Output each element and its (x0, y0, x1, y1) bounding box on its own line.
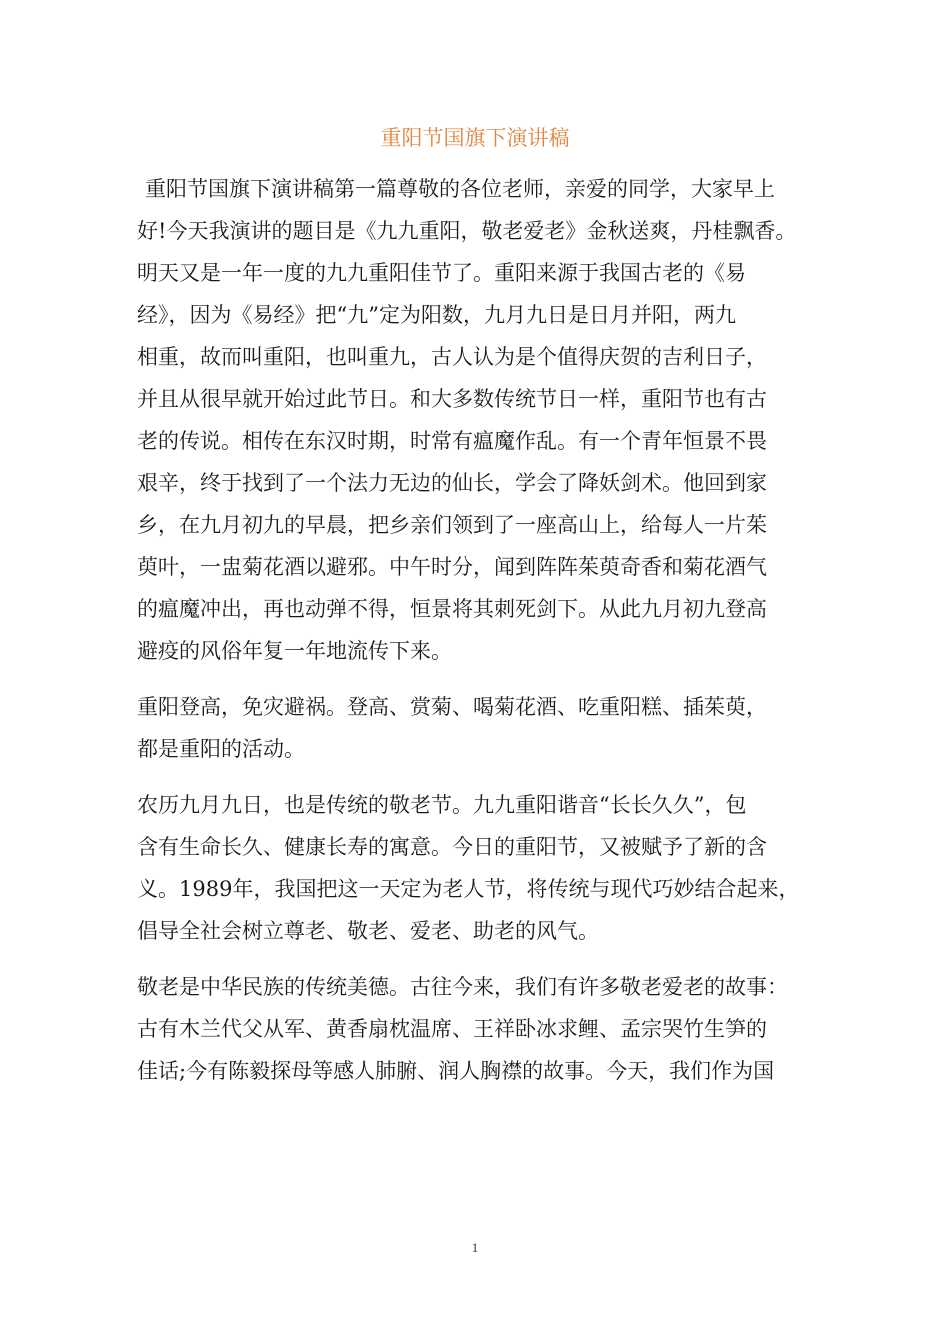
paragraph-line: 萸叶，一盅菊花酒以避邪。中午时分，闻到阵阵茱萸奇香和菊花酒气 (137, 555, 767, 579)
document-body (137, 168, 837, 1092)
paragraph-line: 义。1989年，我国把这一天定为老人节，将传统与现代巧妙结合起来， (137, 877, 800, 901)
paragraph-line: 重阳节国旗下演讲稿第一篇尊敬的各位老师，亲爱的同学，大家早上 (145, 177, 775, 201)
page-number: 1 (471, 1240, 479, 1255)
paragraph-line: 倡导全社会树立尊老、敬老、爱老、助老的风气。 (137, 919, 599, 943)
paragraph-line: 避疫的风俗年复一年地流传下来。 (137, 639, 452, 663)
paragraph-line: 明天又是一年一度的九九重阳佳节了。重阳来源于我国古老的《易 (137, 261, 746, 285)
paragraph-line: 相重，故而叫重阳，也叫重九，古人认为是个值得庆贺的吉利日子， (137, 345, 767, 369)
paragraph-line: 老的传说。相传在东汉时期，时常有瘟魔作乱。有一个青年恒景不畏 (137, 429, 767, 453)
paragraph-line: 重阳登高，免灾避祸。登高、赏菊、喝菊花酒、吃重阳糕、插茱萸， (137, 695, 767, 719)
paragraph-line: 的瘟魔冲出，再也动弹不得，恒景将其刺死剑下。从此九月初九登高 (137, 597, 767, 621)
paragraph-line: 都是重阳的活动。 (137, 737, 305, 761)
paragraph-line: 并且从很早就开始过此节日。和大多数传统节日一样，重阳节也有古 (137, 387, 767, 411)
paragraph-line: 农历九月九日，也是传统的敬老节。九九重阳谐音“长长久久”，包 (137, 793, 747, 817)
paragraph-line: 含有生命长久、健康长寿的寓意。今日的重阳节，又被赋予了新的含 (137, 835, 767, 859)
paragraph-line: 古有木兰代父从军、黄香扇枕温席、王祥卧冰求鲤、孟宗哭竹生笋的 (137, 1017, 767, 1041)
paragraph-line: 经》，因为《易经》把“九”定为阳数，九月九日是日月并阳，两九 (137, 303, 736, 327)
paragraph-line: 敬老是中华民族的传统美德。古往今来，我们有许多敬老爱老的故事： (137, 975, 788, 999)
paragraph-line: 好!今天我演讲的题目是《九九重阳，敬老爱老》金秋送爽，丹桂飘香。 (137, 219, 797, 243)
document-title: 重阳节国旗下演讲稿 (380, 126, 570, 150)
paragraph-line: 佳话;今有陈毅探母等感人肺腑、润人胸襟的故事。今天，我们作为国 (137, 1059, 775, 1083)
paragraph-line: 乡，在九月初九的早晨，把乡亲们领到了一座高山上，给每人一片茱 (137, 513, 767, 537)
paragraph-line: 艰辛，终于找到了一个法力无边的仙长，学会了降妖剑术。他回到家 (137, 471, 767, 495)
